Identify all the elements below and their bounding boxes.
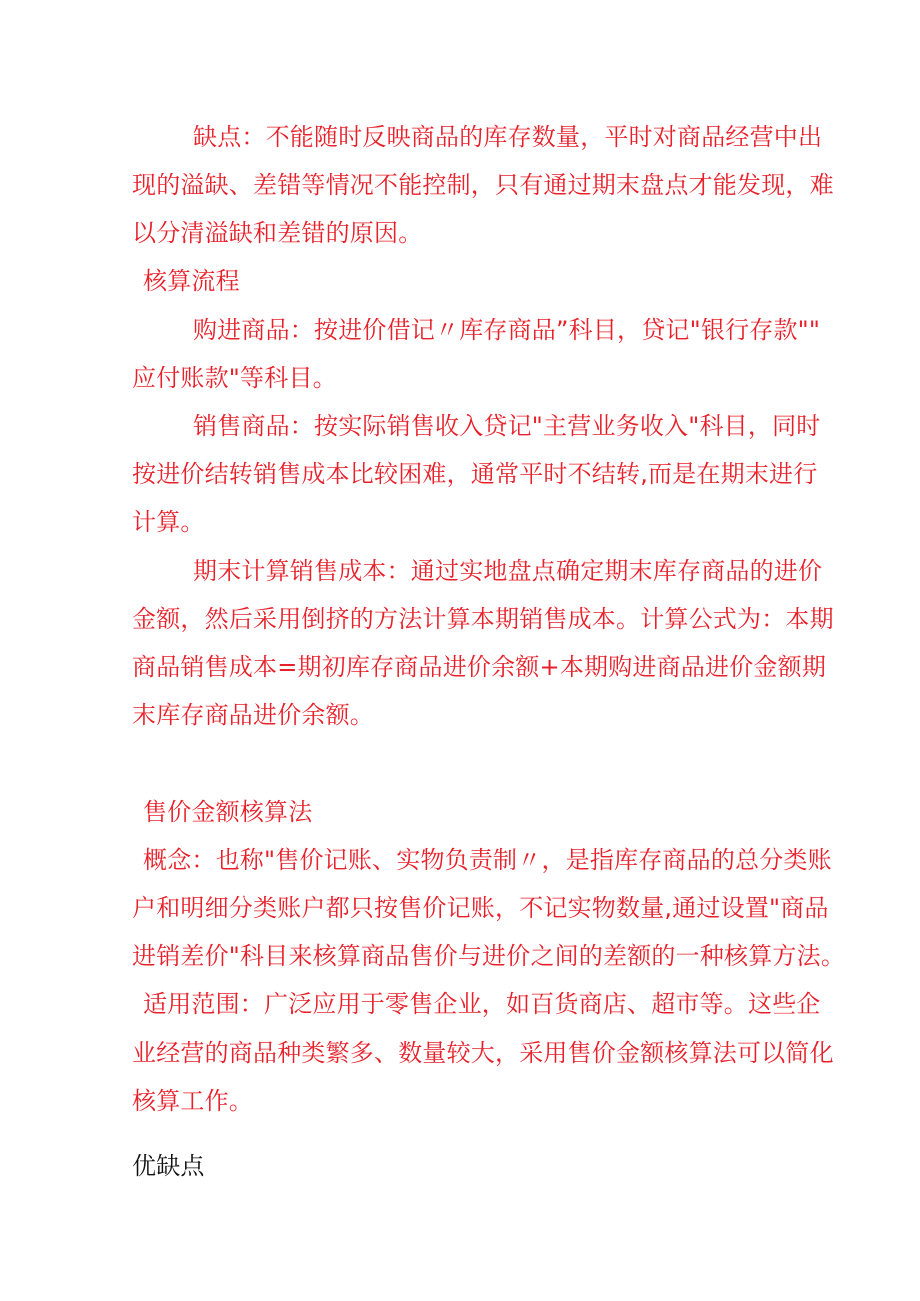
- heading-retail-price-method: 售价金额核算法: [143, 798, 313, 826]
- paragraph-concept-line-3: 进销差价"科目来核算商品售价与进价之间的差额的一种核算方法。: [132, 942, 846, 970]
- paragraph-period-end-line-4: 末库存商品进价余额。: [132, 701, 374, 729]
- paragraph-disadvantage-line-1: 缺点：不能随时反映商品的库存数量，平时对商品经营中出: [193, 123, 823, 151]
- paragraph-disadvantage-line-3: 以分清溢缺和差错的原因。: [132, 219, 423, 247]
- paragraph-period-end-line-3: 商品销售成本=期初库存商品进价余额+本期购进商品进价金额期: [132, 653, 827, 681]
- paragraph-scope-line-1: 适用范围：广泛应用于零售企业，如百货商店、超市等。这些企: [143, 990, 821, 1018]
- paragraph-sales-line-1: 销售商品：按实际销售收入贷记"主营业务收入"科目，同时: [193, 412, 821, 440]
- paragraph-concept-line-1: 概念：也称"售价记账、实物负责制〃，是指库存商品的总分类账: [143, 846, 832, 874]
- paragraph-purchase-line-2: 应付账款"等科目。: [132, 364, 337, 392]
- paragraph-scope-line-2: 业经营的商品种类繁多、数量较大，采用售价金额核算法可以简化: [132, 1039, 834, 1067]
- paragraph-period-end-line-1: 期末计算销售成本：通过实地盘点确定期末库存商品的进价: [193, 557, 823, 585]
- paragraph-sales-line-2: 按进价结转销售成本比较困难，通常平时不结转,而是在期末进行: [132, 460, 818, 488]
- paragraph-scope-line-3: 核算工作。: [132, 1087, 253, 1115]
- paragraph-concept-line-2: 户和明细分类账户都只按售价记账，不记实物数量,通过设置"商品: [132, 894, 829, 922]
- paragraph-period-end-line-2: 金额，然后采用倒挤的方法计算本期销售成本。计算公式为：本期: [132, 605, 834, 633]
- paragraph-sales-line-3: 计算。: [132, 508, 205, 536]
- paragraph-purchase-line-1: 购进商品：按进价借记〃库存商品”科目，贷记"银行存款"": [193, 316, 821, 344]
- paragraph-disadvantage-line-2: 现的溢缺、差错等情况不能控制，只有通过期末盘点才能发现，难: [132, 171, 834, 199]
- heading-accounting-process: 核算流程: [143, 267, 240, 295]
- heading-pros-and-cons: 优缺点: [132, 1152, 205, 1180]
